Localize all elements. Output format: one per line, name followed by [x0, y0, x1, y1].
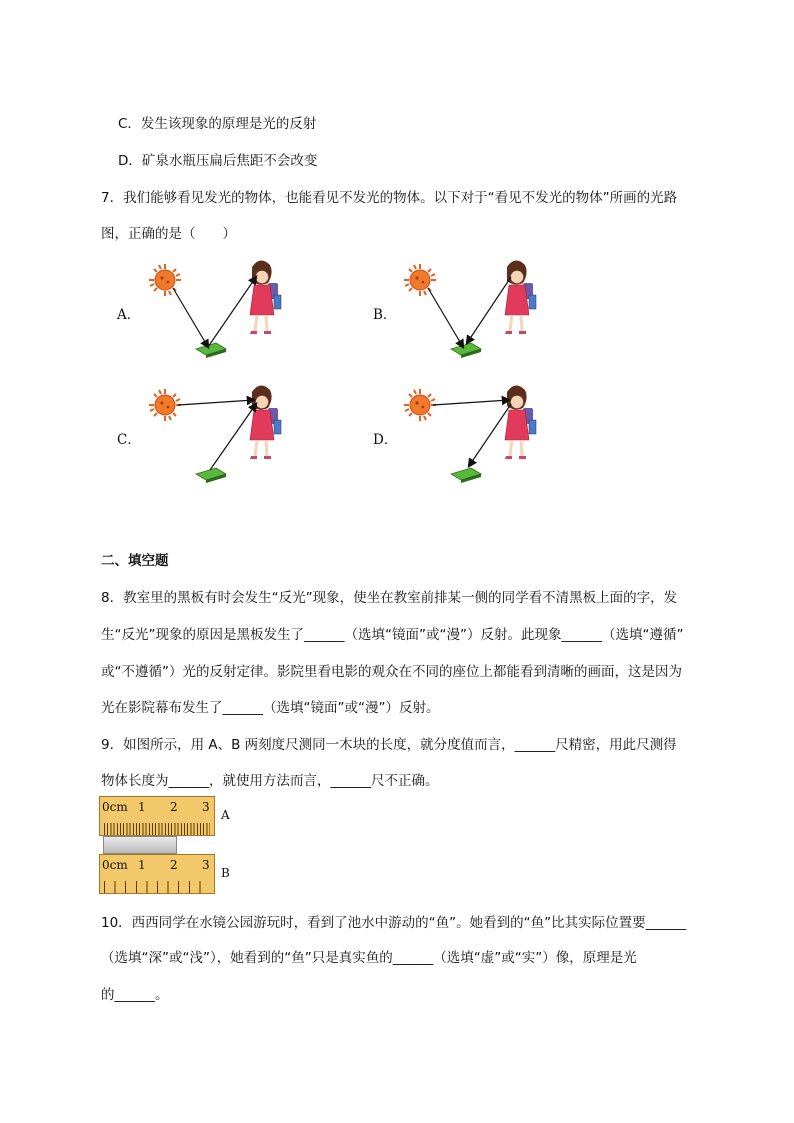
ruler-b-tick-3: 3	[202, 858, 210, 872]
q7-option-a-label: A．	[117, 307, 141, 323]
q7-option-c-label: C．	[117, 432, 141, 448]
girl-icon	[250, 385, 281, 459]
book-icon	[196, 468, 226, 483]
q7-stem-line2: 图，正确的是（ ）	[101, 226, 236, 242]
q7-option-c-figure	[140, 380, 290, 492]
ruler-b-label: B	[221, 866, 230, 880]
q8-line1: 8．教室里的黑板有时会发生“反光”现象，使坐在教室前排某一侧的同学看不清黑板上面的字，发	[101, 590, 678, 606]
girl-icon	[505, 260, 536, 334]
q9-line2: 物体长度为______，就使用方法而言，______尺不正确。	[101, 773, 439, 789]
q10-line1: 10．西西同学在水镜公园游玩时，看到了池水中游动的“鱼”。她看到的“鱼”比其实际位置要______	[101, 915, 687, 931]
ruler-figure	[99, 796, 239, 900]
ruler-b	[99, 854, 215, 894]
section-title: 二、填空题	[101, 553, 169, 569]
ruler-a-tick-1: 1	[138, 800, 146, 814]
book-icon	[451, 468, 481, 483]
q10-line2: （选填“深”或“浅”），她看到的“鱼”只是真实鱼的______（选填“虚”或“实”）像，原理是光	[101, 950, 637, 966]
q7-option-b-figure	[395, 255, 545, 367]
q9-line1: 9．如图所示，用 A、B 两刻度尺测同一木块的长度，就分度值而言，______尺精密，用此尺测得	[101, 737, 677, 753]
ruler-a-tick-0: 0cm	[102, 800, 128, 814]
sun-icon	[149, 264, 181, 296]
q7-option-b-label: B．	[373, 307, 397, 323]
ruler-a-tick-3: 3	[202, 800, 210, 814]
q8-line2: 生“反光”现象的原因是黑板发生了______（选填“镜面”或“漫”）反射。此现象______（选填“遵循”	[101, 627, 684, 643]
book-icon	[451, 343, 481, 358]
q7-option-d-figure	[395, 380, 545, 492]
q7-option-a-figure	[140, 255, 290, 367]
book-icon	[196, 343, 226, 358]
ruler-a-tick-2: 2	[170, 800, 178, 814]
q8-line3: 或“不遵循”）光的反射定律。影院里看电影的观众在不同的座位上都能看到清晰的画面，这是因为	[101, 664, 682, 680]
ruler-b-tick-2: 2	[170, 858, 178, 872]
wood-block	[103, 836, 177, 854]
q6-option-d: D．矿泉水瓶压扁后焦距不会改变	[118, 153, 318, 169]
ruler-b-tick-0: 0cm	[102, 858, 128, 872]
q7-option-d-label: D．	[373, 432, 398, 448]
ruler-a	[99, 796, 215, 836]
q10-line3: 的______。	[101, 987, 169, 1003]
q6-option-c: C．发生该现象的原理是光的反射	[118, 116, 317, 132]
sun-icon	[404, 389, 436, 421]
q7-stem-line1: 7．我们能够看见发光的物体，也能看见不发光的物体。以下对于“看见不发光的物体”所画的光路	[101, 190, 678, 206]
girl-icon	[505, 385, 536, 459]
girl-icon	[250, 260, 281, 334]
sun-icon	[149, 389, 181, 421]
ruler-b-tick-1: 1	[138, 858, 146, 872]
sun-icon	[404, 264, 436, 296]
q8-line4: 光在影院幕布发生了______（选填“镜面”或“漫”）反射。	[101, 700, 440, 716]
ruler-a-label: A	[221, 808, 230, 822]
